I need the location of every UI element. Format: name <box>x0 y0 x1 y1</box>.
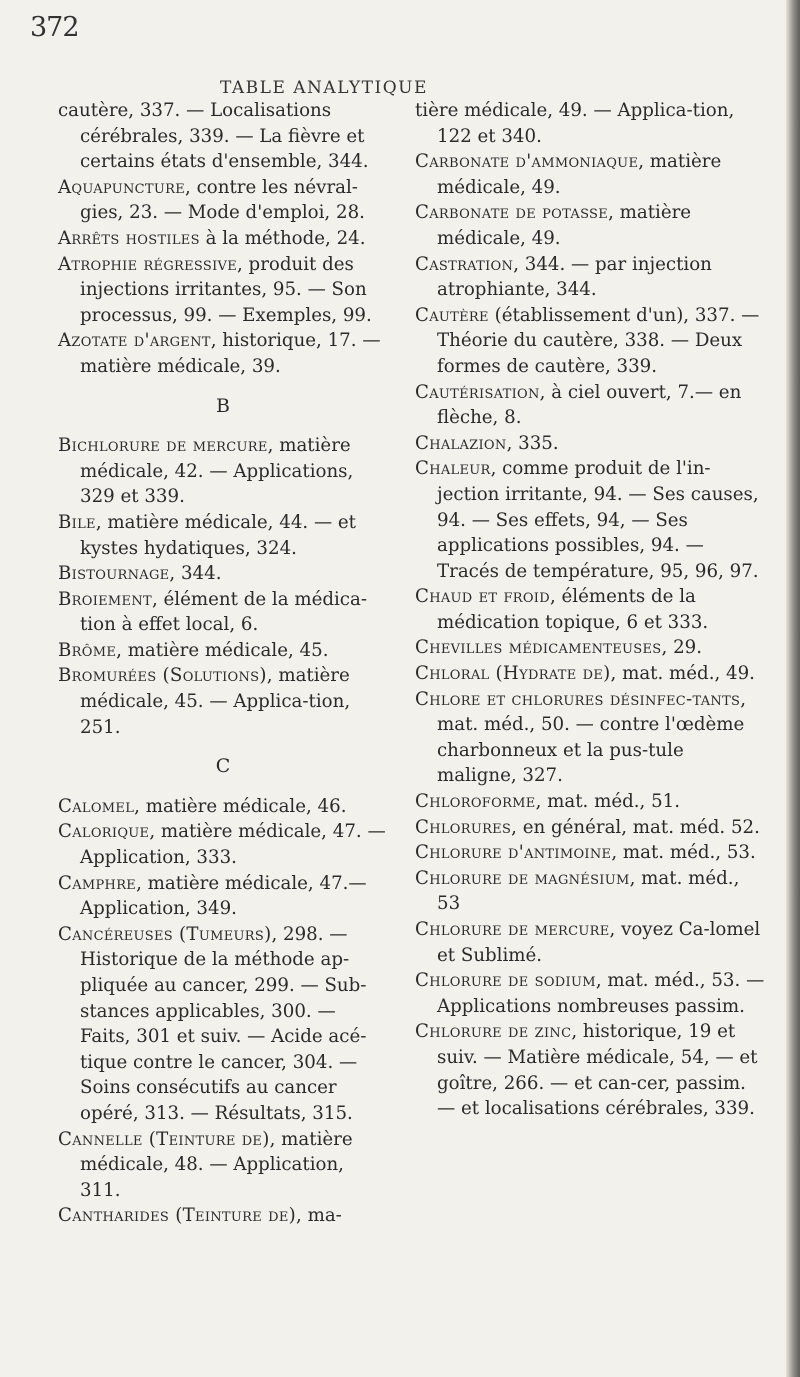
entry-heading: Cautère <box>415 304 489 326</box>
index-entry <box>415 431 765 457</box>
index-entry <box>58 252 388 329</box>
index-entry <box>415 380 765 431</box>
entry-heading: Cautérisation <box>415 381 540 403</box>
index-entry <box>415 635 765 661</box>
running-head: TABLE ANALYTIQUE <box>220 78 428 98</box>
entry-heading: Camphre <box>58 872 137 894</box>
entry-text: , matière médicale, 46. <box>134 795 347 817</box>
index-entry <box>415 1019 765 1121</box>
entry-text: , 29. <box>661 637 702 659</box>
entry-text: , matière médicale, 42. — Applications, 329 et 339. <box>80 435 354 508</box>
index-entry <box>415 917 765 968</box>
entry-text: , matière médicale, 44. — et kystes hydatiques, 324. <box>80 511 356 559</box>
entry-heading: Arrêts hostiles <box>58 227 200 249</box>
entry-text: , mat. méd., 53 <box>437 867 740 915</box>
entry-text: , comme produit de l'in-jection irritante, 94. — Ses causes, 94. — Ses effets, 94, — Ses applications possibles, 94. — Tracés de température, 95, 96, 97. <box>437 458 759 582</box>
entry-heading: Chaud et froid <box>415 586 550 608</box>
entry-heading: Bistournage <box>58 563 170 585</box>
entry-text: , voyez Ca-lomel et Sublimé. <box>437 919 761 966</box>
index-entry <box>415 200 765 251</box>
index-entry <box>58 328 388 379</box>
index-entry <box>58 587 388 638</box>
index-entry <box>415 840 765 866</box>
entry-text: , mat. méd., 53. — Applications nombreuses passim. <box>437 970 765 1017</box>
index-entry <box>58 922 388 1127</box>
index-entry <box>415 98 765 149</box>
page-number: 372 <box>30 12 79 43</box>
entry-heading: Cantharides (Teinture de) <box>58 1205 297 1227</box>
entry-heading: Chloroforme <box>415 791 536 813</box>
entry-text: cautère, 337. — Localisations cérébrales, 339. — La fièvre et certains états d'ensemble, 344. <box>58 100 369 173</box>
entry-text: tière médicale, 49. — Applica-tion, 122 et 340. <box>415 100 735 147</box>
index-entry <box>415 584 765 635</box>
index-entry <box>58 510 388 561</box>
entry-text: , matière médicale, 47.— Application, 349. <box>80 872 367 920</box>
entry-text: , élément de la médica-tion à effet local, 6. <box>80 588 367 636</box>
index-entry <box>58 638 388 664</box>
entry-text: à la méthode, 24. <box>199 227 366 249</box>
section-letter: C <box>215 755 231 778</box>
index-entry <box>58 1203 388 1229</box>
entry-text: , matière médicale, 45. <box>116 639 329 661</box>
entry-heading: Chaleur <box>415 458 491 480</box>
entry-heading: Cancéreuses (Tumeurs) <box>58 923 272 945</box>
right-column <box>415 98 765 1122</box>
entry-heading: Bichlorure de mercure <box>58 435 268 457</box>
entry-heading: Cannelle (Teinture de) <box>58 1128 270 1150</box>
index-entry <box>58 794 388 820</box>
index-entry <box>58 226 388 252</box>
entry-text: , matière médicale, 49. <box>437 151 722 198</box>
index-entry <box>415 149 765 200</box>
entry-text: , mat. méd., 53. <box>611 842 756 864</box>
entry-heading: Chalazion <box>415 432 507 454</box>
entry-text: , historique, 17. — matière médicale, 39. <box>80 330 381 377</box>
index-entry <box>415 687 765 789</box>
index-entry <box>415 815 765 841</box>
index-entry <box>58 871 388 922</box>
entry-heading: Chloral (Hydrate de) <box>415 663 611 685</box>
entry-text: , matière médicale, 48. — Application, 311. <box>80 1128 353 1201</box>
entry-text: , mat. méd., 50. — contre l'œdème charbonneux et la pus-tule maligne, 327. <box>437 688 747 787</box>
index-entry <box>58 433 388 510</box>
entry-heading: Atrophie régressive <box>58 253 237 275</box>
entry-text: , contre les névral-gies, 23. — Mode d'emploi, 28. <box>80 176 365 224</box>
entry-heading: Calorique <box>58 821 150 843</box>
entry-text: , 344. <box>169 563 222 585</box>
entry-heading: Chlorures <box>415 816 512 838</box>
entry-heading: Bile <box>58 511 96 533</box>
entry-text: , 335. <box>506 432 559 454</box>
entry-heading: Chlorure de zinc <box>415 1021 572 1043</box>
entry-heading: Brôme <box>58 639 117 661</box>
index-entry <box>58 663 388 740</box>
entry-text: , mat. méd., 51. <box>535 791 681 813</box>
index-entry <box>415 789 765 815</box>
entry-text: , éléments de la médication topique, 6 et 333. <box>437 586 709 633</box>
entry-text: , matière médicale, 45. — Applica-tion, 251. <box>80 665 351 738</box>
left-column <box>58 98 388 1229</box>
entry-text: , à ciel ouvert, 7.— en flèche, 8. <box>437 381 742 429</box>
entry-heading: Calomel <box>58 795 135 817</box>
entry-text: , ma- <box>296 1205 342 1227</box>
index-entry <box>415 968 765 1019</box>
entry-heading: Castration <box>415 253 514 275</box>
index-entry <box>415 866 765 917</box>
entry-text: , 344. — par injection atrophiante, 344. <box>437 253 712 301</box>
entry-text: , produit des injections irritantes, 95. — Son processus, 99. — Exemples, 99. <box>80 253 372 326</box>
entry-heading: Chlorure d'antimoine <box>415 842 612 864</box>
entry-heading: Chlore et chlorures désinfec-tants <box>415 688 741 710</box>
entry-heading: Chlorure de sodium <box>415 970 596 992</box>
section-letter: B <box>216 394 230 417</box>
entry-heading: Carbonate d'ammoniaque <box>415 151 639 173</box>
entry-text: (établissement d'un), 337. — Théorie du cautère, 338. — Deux formes de cautère, 339. <box>437 304 760 377</box>
entry-heading: Bromurées (Solutions) <box>58 665 267 687</box>
index-entry <box>58 819 388 870</box>
index-entry <box>415 456 765 584</box>
index-entry <box>58 561 388 587</box>
entry-text: , matière médicale, 47. — Application, 333. <box>80 821 386 869</box>
index-entry <box>415 252 765 303</box>
index-entry <box>58 1127 388 1204</box>
entry-text: , matière médicale, 49. <box>437 202 692 249</box>
entry-text: , en général, mat. méd. 52. <box>511 816 760 838</box>
index-entry <box>415 303 765 380</box>
page-edge <box>786 0 800 1377</box>
entry-text: , 298. — Historique de la méthode ap-pliquée au cancer, 299. — Sub-stances applicables, 300. — Faits, 301 et suiv. — Acide acé-tique contre le cancer, 304. — Soins consécutifs au cancer opéré, 313. — Résultats, 315. <box>80 923 367 1124</box>
entry-heading: Chevilles médicamenteuses <box>415 637 662 659</box>
index-entry <box>415 661 765 687</box>
entry-heading: Broiement <box>58 588 152 610</box>
entry-heading: Carbonate de potasse <box>415 202 609 224</box>
entry-heading: Azotate d'argent <box>58 330 211 352</box>
index-entry <box>58 175 388 226</box>
entry-text: , mat. méd., 49. <box>610 663 755 685</box>
entry-text: , historique, 19 et suiv. — Matière médicale, 54, — et goître, 266. — et can-cer, passim. — et localisations cérébrales, 339. <box>437 1021 758 1120</box>
entry-heading: Chlorure de magnésium <box>415 867 630 889</box>
index-entry <box>58 98 388 175</box>
entry-heading: Aquapuncture <box>58 176 186 198</box>
entry-heading: Chlorure de mercure <box>415 919 610 940</box>
